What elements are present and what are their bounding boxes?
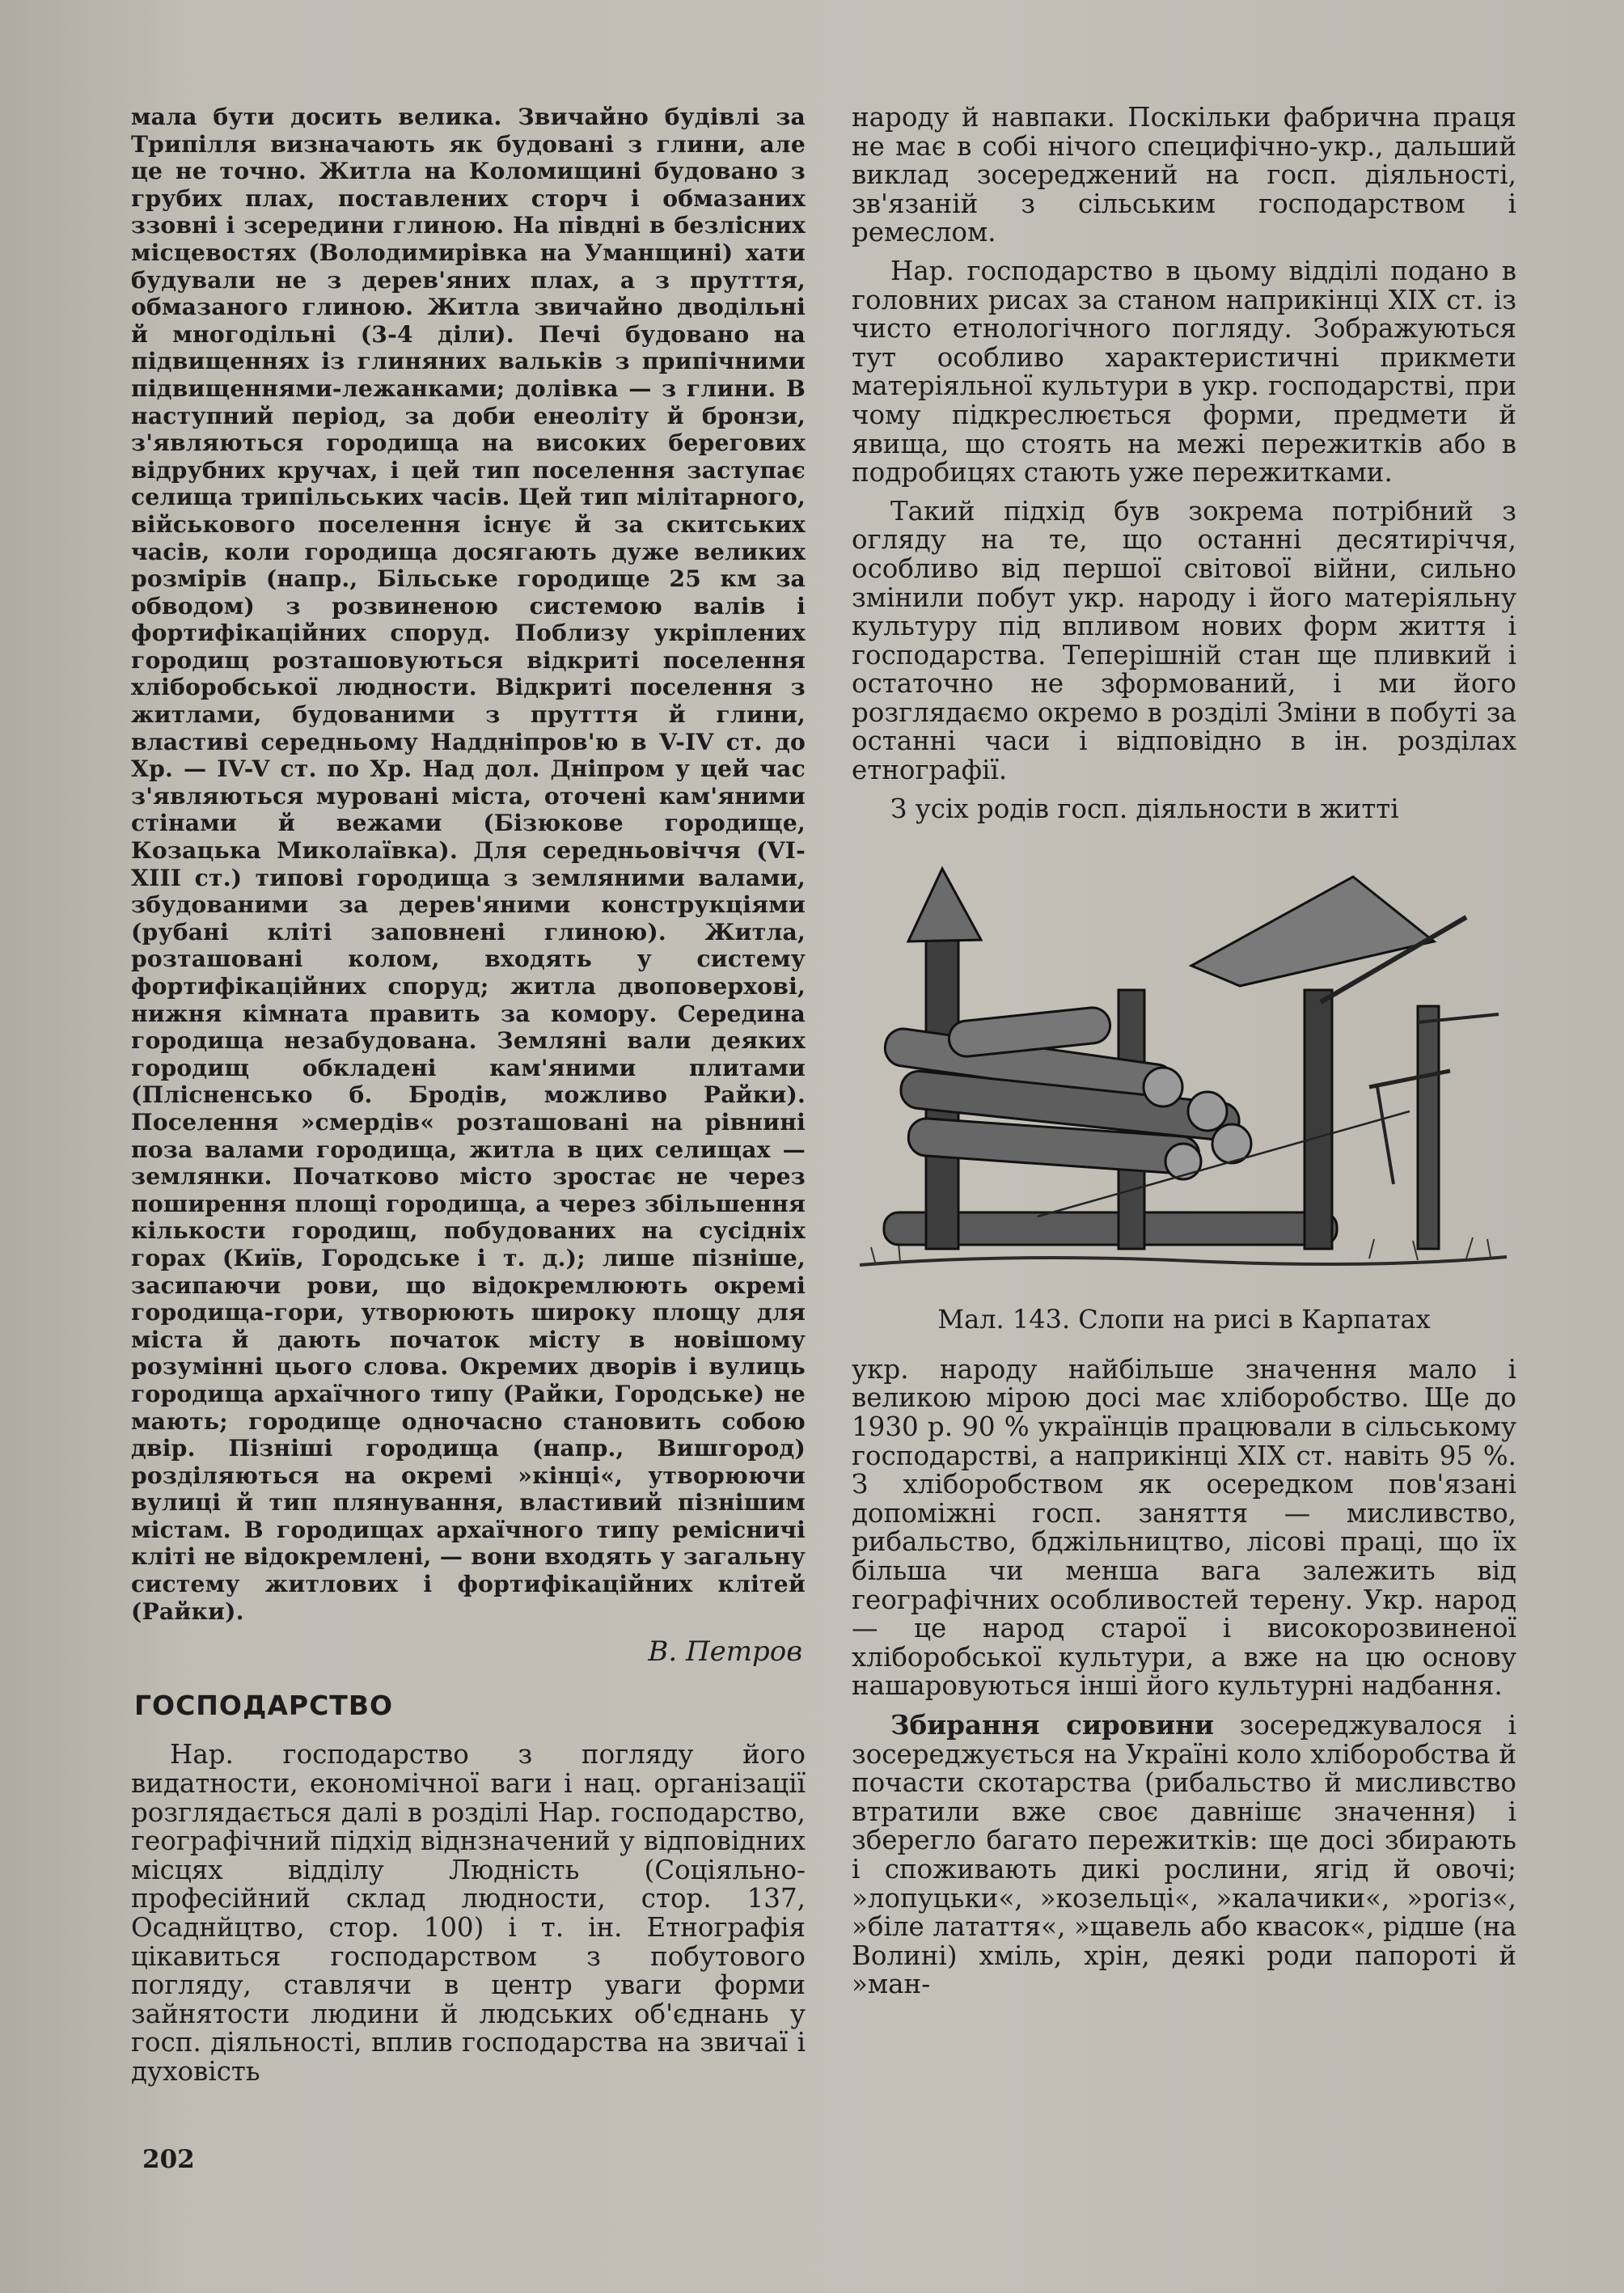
author-signature: В. Петров xyxy=(648,1635,802,1669)
section-heading: ГОСПОДАРСТВО xyxy=(134,1689,394,1721)
left-column xyxy=(131,104,806,2087)
lead-term: Збирання сировини xyxy=(890,1708,1215,1741)
body-paragraph: народу й навпаки. Поскільки фабрична праця не має в собі нічого специфічно-укр., дальший виклад зосереджений на госп. діяльності, зв'язаній з сільським господарством і ремеслом. xyxy=(852,102,1516,248)
body-paragraph: мала бути досить велика. Звичайно будівлі за Трипілля визначають як будовані з глини, але це не точно. Житла на Коломищині будовано з грубих плах, поставлених сторч і обмазаних ззовні і зсередини глиною. На півдні в безлісних місцевостях (Володимирівка на Уманщині) хати будували не з дерев'яних плах, а з прутття, обмазаного глиною. Житла звичайно дводільні й многодільні (3-4 діли). Печі будовано на підвищеннях із глиняних вальків з припічними підвищеннями-лежанками; долівка — з глини. В наступний період, за доби енеоліту й бронзи, з'являються городища на високих берегових відрубних кручах, і цей тип поселення заступає селища трипільських часів. Цей тип мілітарного, військового поселення існує й за скитських часів, коли городища досягають дуже великих розмірів (напр., Більське городище 25 км за обводом) з розвиненою системою валів і фортифікаційних споруд. Поблизу укріплених городищ розташовуються відкриті поселення хліборобської людности. Відкриті поселення з житлами, будованими з прутття й глини, властиві середньому Наддніпров'ю в V-IV ст. до Хр. — IV-V ст. по Хр. Над дол. Дніпром у цей час з'являються муровані міста, оточені кам'яними стінами й вежами (Бізюкове городище, Козацька Миколаївка). Для середньовіччя (VI-XIII ст.) типові городища з земляними валами, збудованими за дерев'яними конструкціями (рубані кліті заповнені глиною). Житла, розташовані колом, входять у систему фортифікаційних споруд; житла двоповерхові, нижня кімната править за комору. Середина городища незабудована. Земляні вали деяких городищ обкладені кам'яними плитами (Плісненсько б. Бродів, можливо Райки). Поселення »смердів« розташовані на рівнині поза валами городища, житла в цих селищах — землянки. Початково місто зростає не через поширення площі городища, а через збільшення кількости городищ, побудованих на сусідніх горах (Київ, Городське і т. д.); лише пізніше, засипаючи рови, що відокремлюють окремі городища-гори, утворюють широку площу для міста й дають початок місту в новішому розумінні цього слова. Окремих дворів і вулиць городища архаїчного типу (Райки, Городське) не мають; городище одночасно становить собою двір. Пізніші городища (напр., Вишгород) розділяються на окремі »кінці«, утворюючи вулиці й тип плянування, властивий пізнішим містам. В городищах архаїчного типу ремісничі кліті не відокремлені, — вони входять у загальну систему житлових і фортифікаційних клітей (Райки). xyxy=(131,104,806,1625)
illustration-figure xyxy=(852,844,1516,1297)
right-column xyxy=(852,104,1516,2009)
body-paragraph: укр. народу найбільше значення мало і великою мірою досі має хліборобство. Ще до 1930 р. 90 % українців працювали в сільському господарстві, а наприкінці XIX ст. навіть 95 %. З хліборобством як осередком пов'язані допоміжні госп. заняття — мисливство, рибальство, бджільництво, лісові праці, що їх більша чи менша вага залежить від географічних особливостей терену. Укр. народ — це народ старої і високорозвиненої хліборобської культури, а вже на цю основу нашаровуються інші його культурні надбання. xyxy=(852,1353,1516,1702)
body-paragraph: Нар. господарство з погляду його видатности, економічної ваги і нац. організації розглядається далі в розділі Нар. господарство, географічний підхід віднзначений у відповідних місцях відділу Людність (Соціяльно-професійний склад людности, стор. 137, Осаднйцтво, стор. 100) і т. ін. Етнографія цікавиться господарством з побутового погляду, ставлячи в центр уваги форми зайнятости людини й людських об'єднань у госп. діяльності, вплив господарства на звичаї і духовість xyxy=(131,1739,806,2087)
wooden-trap-drawing xyxy=(852,844,1516,1297)
figure-caption: Мал. 143. Слопи на рисі в Карпатах xyxy=(937,1304,1431,1335)
page-number: 202 xyxy=(142,2145,195,2174)
body-paragraph: Нар. господарство в цьому відділі подано в головних рисах за станом наприкінці XIX ст. із чисто етнологічного погляду. Зображуються тут особливо характеристичні прикмети матеріяльної культури в укр. господарстві, при чому підкреслюється форми, предмети й явища, що стоять на межі пережитків або в подробицях стають уже пережитками. xyxy=(852,255,1516,489)
body-paragraph xyxy=(852,1708,1517,2000)
paragraph-text: зосереджувалося і зосереджується на Україні коло хліборобства й почасти скотарства (рибальство й мисливство втратили вже своє давнішє значення) і зберегло багато пережитків: ще досі збирають і споживають дикі рослини, ягід й овочі; »лопуцьки«, »козельці«, »калачики«, »рогіз«, »біле латаття«, »щавель або квасок«, рідше (на Волині) хміль, хрін, деякі роди папороті й »ман- xyxy=(852,1709,1517,2000)
body-paragraph: Такий підхід був зокрема потрібний з огляду на те, що останні десятиріччя, особливо від першої світової війни, сильно змінили побут укр. народу і його матеріяльну культуру під впливом нових форм життя і господарства. Теперішній стан ще пливкий і остаточно не зформований, і ми його розглядаємо окремо в розділі Зміни в побуті за останні часи і відповідно в ін. розділах етнографії. xyxy=(852,495,1516,786)
body-paragraph: З усіх родів госп. діяльности в житті xyxy=(890,793,1399,824)
